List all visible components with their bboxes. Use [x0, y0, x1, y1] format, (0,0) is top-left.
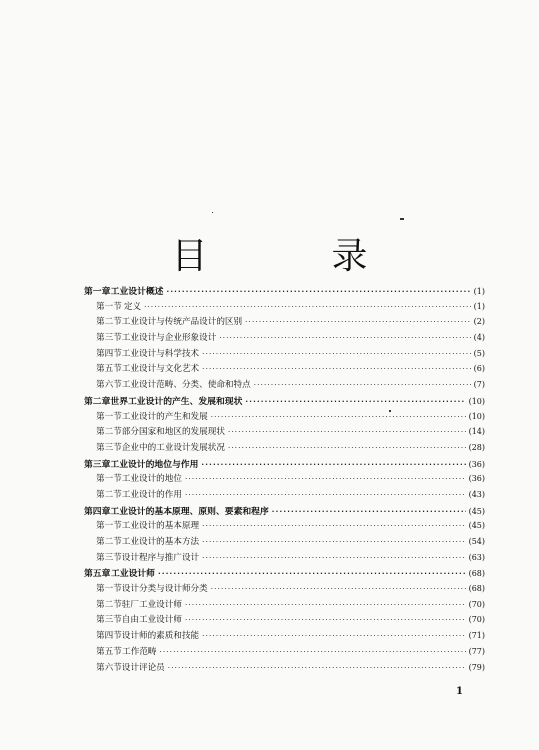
- toc-entry-number: 第三节: [96, 552, 122, 563]
- toc-section-entry[interactable]: [84, 519, 485, 535]
- toc-entry-number: 第五章: [84, 569, 111, 580]
- toc-entry-title: 工业设计的作用: [121, 489, 182, 500]
- toc-entry-page: (14): [468, 427, 485, 437]
- toc-entry-title: 工业设计范畴、分类、使命和特点: [121, 380, 251, 391]
- toc-entry-title: 工作范畴: [122, 646, 157, 657]
- toc-entry-title: 世界工业设计的产生、发展和现状: [110, 396, 243, 407]
- toc-chapter-entry[interactable]: [84, 394, 485, 410]
- toc-entry-title: 工业设计师: [110, 569, 155, 580]
- dot-leader: [202, 522, 465, 530]
- page-number: 1: [456, 686, 463, 697]
- toc-entry-page: (2): [473, 317, 485, 327]
- toc-section-entry[interactable]: [84, 362, 485, 378]
- dot-leader: [202, 365, 471, 373]
- toc-section-entry[interactable]: [84, 598, 485, 614]
- dot-leader: [211, 585, 466, 593]
- toc-section-entry[interactable]: [84, 425, 485, 441]
- toc-entry-title: 部分国家和地区的发展现状: [121, 427, 225, 438]
- toc-section-entry[interactable]: [84, 472, 485, 488]
- toc-chapter-entry[interactable]: [84, 566, 485, 582]
- toc-entry-number: 第六节: [96, 380, 122, 391]
- toc-section-entry[interactable]: [84, 661, 485, 677]
- dot-leader: [158, 570, 466, 578]
- dot-leader: [160, 648, 466, 656]
- scan-speck: [400, 218, 404, 220]
- toc-entry-title: 工业设计的产生和发展: [121, 411, 208, 422]
- scan-speck: [212, 212, 213, 213]
- toc-section-entry[interactable]: [84, 441, 485, 457]
- toc-entry-number: 第三节: [96, 333, 122, 344]
- toc-entry-page: (28): [468, 442, 485, 452]
- toc-entry-page: (77): [468, 646, 485, 656]
- toc-entry-number: 第三节: [96, 442, 122, 453]
- dot-leader: [202, 538, 465, 546]
- toc-section-entry[interactable]: [84, 582, 485, 598]
- toc-entry-number: 第一节: [96, 411, 122, 422]
- toc-entry-page: (54): [468, 537, 485, 546]
- toc-entry-title: 工业设计与文化艺术: [121, 364, 200, 375]
- toc-chapter-entry[interactable]: [84, 457, 485, 473]
- toc-entry-page: (36): [468, 474, 485, 484]
- dot-leader: [228, 428, 466, 436]
- toc-entry-page: (70): [468, 615, 485, 625]
- toc-entry-page: (68): [468, 569, 485, 579]
- toc-section-entry[interactable]: [84, 613, 485, 629]
- toc-entry-page: (36): [468, 459, 485, 469]
- toc-entry-title: 定义: [123, 301, 142, 312]
- toc-entry-number: 第一节: [96, 584, 122, 595]
- toc-entry-page: (63): [468, 552, 485, 562]
- toc-entry-number: 第四节: [96, 631, 122, 642]
- toc-section-entry[interactable]: [84, 410, 485, 426]
- toc-entry-number: 第一节: [96, 474, 122, 485]
- page-title: 目 录: [171, 236, 412, 277]
- table-of-contents: [84, 284, 485, 676]
- toc-entry-page: (45): [468, 521, 485, 531]
- dot-leader: [211, 413, 466, 421]
- toc-entry-page: (7): [473, 380, 485, 390]
- toc-chapter-entry[interactable]: [84, 504, 485, 520]
- dot-leader: [166, 288, 470, 296]
- dot-leader: [185, 601, 466, 609]
- toc-section-entry[interactable]: [84, 629, 485, 645]
- toc-entry-number: 第二节: [96, 599, 122, 610]
- dot-leader: [185, 616, 466, 624]
- toc-entry-page: (70): [468, 599, 485, 609]
- toc-entry-number: 第二节: [96, 427, 122, 438]
- toc-entry-number: 第一章: [84, 287, 111, 297]
- toc-entry-number: 第二节: [96, 317, 122, 328]
- dot-leader: [228, 444, 466, 452]
- dot-leader: [254, 381, 471, 389]
- toc-entry-title: 工业设计的基本原理、原则、要素和程序: [110, 506, 269, 517]
- toc-entry-page: (10): [468, 411, 485, 421]
- toc-section-entry[interactable]: [84, 488, 485, 504]
- toc-section-entry[interactable]: [84, 645, 485, 661]
- toc-entry-page: (4): [473, 333, 485, 343]
- dot-leader: [219, 334, 470, 342]
- toc-entry-title: 工业设计与企业形象设计: [121, 333, 217, 344]
- toc-entry-title: 企业中的工业设计发展状况: [121, 442, 225, 453]
- dot-leader: [245, 398, 465, 406]
- toc-entry-number: 第二节: [96, 537, 122, 547]
- toc-entry-page: (79): [468, 662, 485, 672]
- toc-entry-number: 第四章: [84, 506, 111, 517]
- toc-entry-title: 工业设计的地位: [121, 474, 182, 485]
- toc-section-entry[interactable]: [84, 535, 485, 551]
- toc-entry-number: 第五节: [96, 646, 122, 657]
- toc-entry-number: 第一节: [96, 521, 122, 532]
- toc-entry-page: (71): [468, 631, 485, 641]
- toc-section-entry[interactable]: [84, 347, 485, 363]
- toc-entry-title: 工业设计与科学技术: [121, 348, 200, 359]
- toc-entry-number: 第三节: [96, 615, 122, 626]
- toc-section-entry[interactable]: [84, 315, 485, 331]
- toc-section-entry[interactable]: [84, 331, 485, 347]
- toc-entry-title: 设计师的素质和技能: [121, 631, 200, 642]
- dot-leader: [185, 491, 466, 499]
- dot-leader: [202, 632, 465, 640]
- toc-entry-number: 第二节: [96, 489, 122, 500]
- dot-leader: [272, 508, 466, 516]
- dot-leader: [144, 303, 471, 311]
- toc-chapter-entry[interactable]: [84, 284, 485, 300]
- toc-entry-title: 设计分类与设计师分类: [121, 584, 208, 595]
- toc-entry-title: 工业设计与传统产品设计的区别: [121, 317, 243, 328]
- toc-entry-page: (1): [473, 287, 485, 296]
- toc-section-entry[interactable]: [84, 551, 485, 567]
- toc-entry-page: (6): [473, 364, 485, 374]
- toc-entry-title: 工业设计概述: [110, 287, 164, 297]
- dot-leader: [202, 350, 471, 358]
- dot-leader: [185, 475, 466, 483]
- toc-entry-number: 第五节: [96, 364, 122, 375]
- toc-entry-title: 工业设计的基本方法: [121, 537, 200, 547]
- toc-entry-title: 设计程序与推广设计: [121, 552, 200, 563]
- toc-entry-page: (5): [473, 348, 485, 358]
- dot-leader: [201, 461, 465, 469]
- dot-leader: [245, 318, 471, 326]
- toc-entry-page: (1): [473, 301, 485, 311]
- toc-entry-title: 驻厂工业设计师: [121, 599, 182, 610]
- toc-entry-page: (43): [468, 489, 485, 499]
- toc-entry-title: 设计评论员: [121, 662, 165, 673]
- dot-leader: [202, 554, 465, 562]
- toc-entry-number: 第六节: [96, 662, 122, 673]
- toc-entry-title: 工业设计的基本原理: [121, 521, 200, 532]
- toc-entry-number: 第一节: [96, 301, 122, 312]
- dot-leader: [168, 664, 466, 672]
- toc-entry-page: (45): [468, 506, 485, 516]
- toc-entry-title: 自由工业设计师: [121, 615, 182, 626]
- toc-entry-number: 第三章: [84, 459, 111, 470]
- toc-entry-number: 第二章: [84, 396, 111, 407]
- toc-entry-page: (68): [468, 584, 485, 594]
- toc-entry-page: (10): [468, 396, 485, 406]
- toc-entry-title: 工业设计的地位与作用: [110, 459, 199, 470]
- toc-section-entry[interactable]: [84, 300, 485, 316]
- toc-entry-number: 第四节: [96, 348, 122, 359]
- toc-section-entry[interactable]: [84, 378, 485, 394]
